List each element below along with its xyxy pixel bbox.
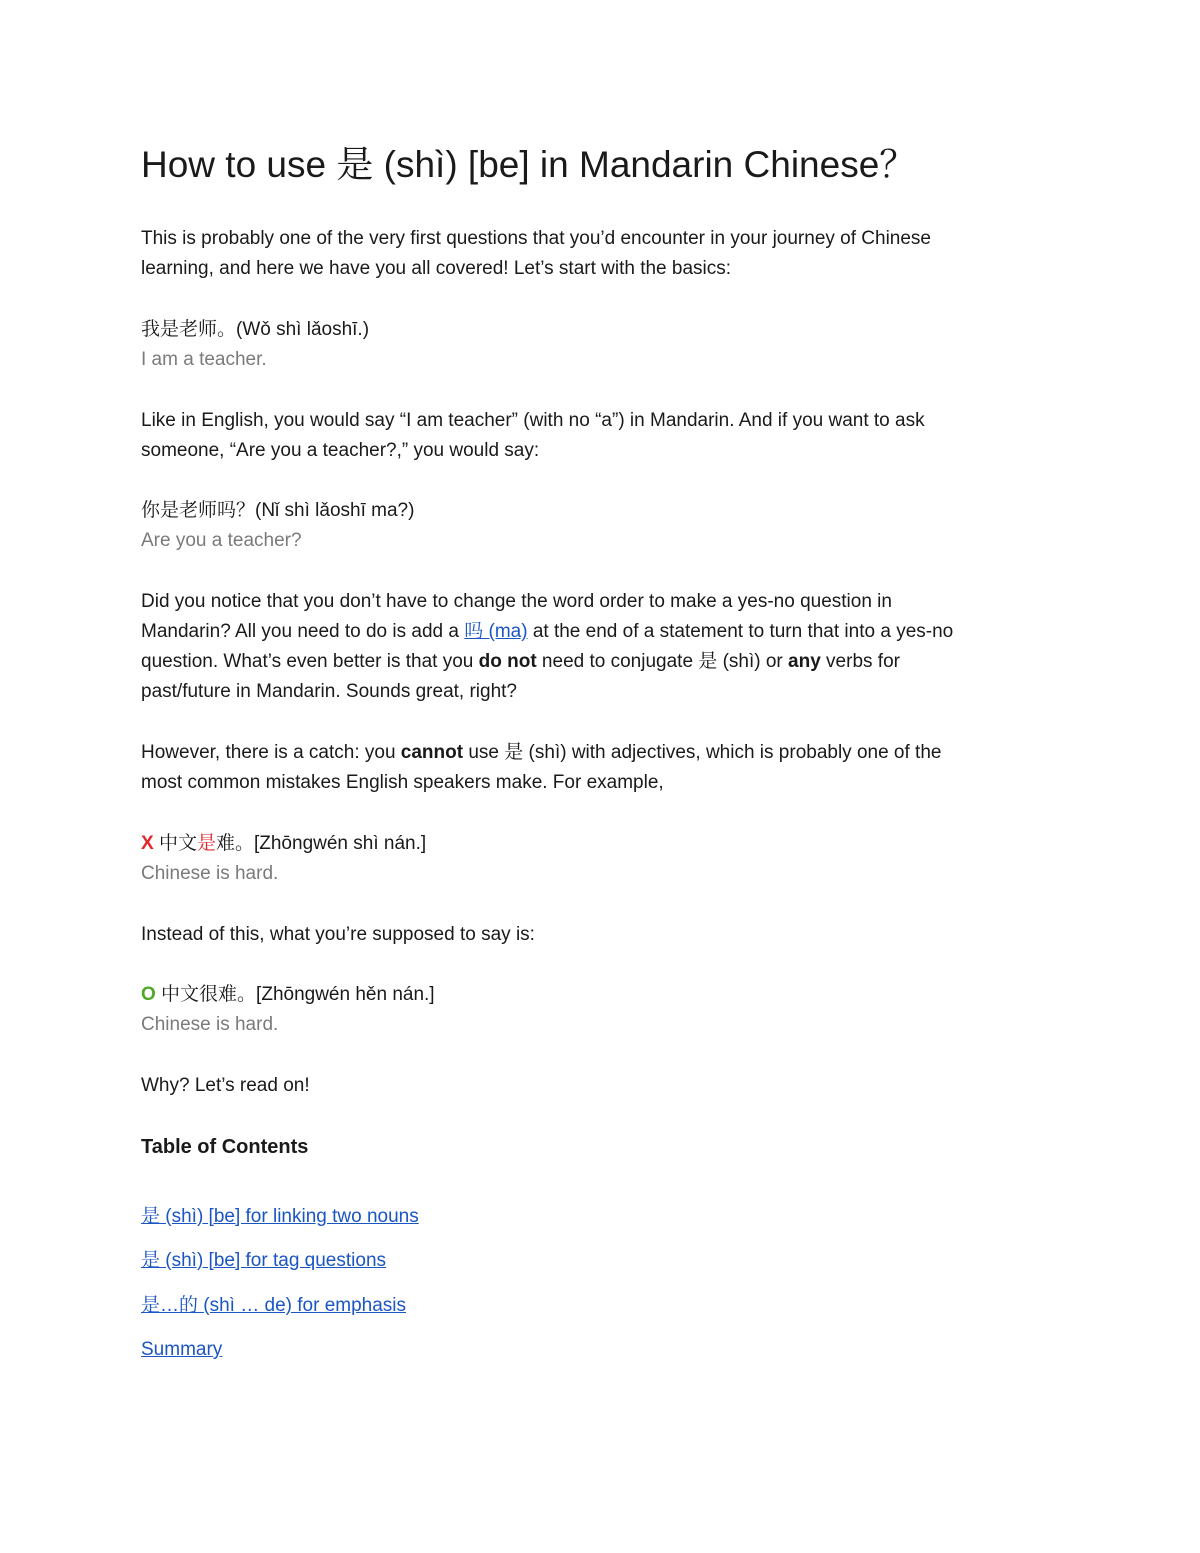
- paragraph-2-line-1: Like in English, you would say “I am teacher” (with no “a”) in Mandarin. And if you want to ask: [141, 410, 925, 431]
- example-1-chinese: 我是老师。(Wǒ shì lǎoshī.): [141, 319, 370, 340]
- correct-mark: O: [141, 984, 156, 1005]
- intro-line-2: learning, and here we have you all covered! Let’s start with the basics:: [141, 258, 732, 279]
- paragraph-4: [141, 738, 1061, 798]
- example-1-english: I am a teacher.: [141, 349, 267, 370]
- right-example-english: Chinese is hard.: [141, 1014, 279, 1035]
- wrong-example-pre: 中文: [153, 833, 197, 854]
- toc-link-summary[interactable]: Summary: [141, 1339, 223, 1360]
- paragraph-4-line-1-pre: However, there is a catch: you: [141, 742, 401, 763]
- ma-link[interactable]: 吗 (ma): [464, 621, 528, 642]
- intro-paragraph: [141, 224, 1061, 284]
- example-2: [141, 496, 1061, 556]
- emphasis-any: any: [788, 651, 821, 672]
- intro-line-1: This is probably one of the very first questions that you’d encounter in your journey of Chinese: [141, 228, 931, 249]
- right-example: [141, 980, 1061, 1040]
- paragraph-6: Why? Let’s read on!: [141, 1075, 310, 1096]
- wrong-mark: X: [141, 833, 154, 854]
- paragraph-3-line-2-pre: Mandarin? All you need to do is add a: [141, 621, 465, 642]
- paragraph-3-line-3: [141, 647, 1061, 677]
- paragraph-4-line-1: [141, 738, 1061, 768]
- paragraph-3-line-3-mid: need to conjugate 是 (shì) or: [536, 651, 789, 672]
- wrong-example-post: 难。[Zhōngwén shì nán.]: [215, 833, 427, 854]
- paragraph-3-line-3-pre: question. What’s even better is that you: [141, 651, 479, 672]
- toc-link-tag-questions[interactable]: 是 (shì) [be] for tag questions: [141, 1250, 387, 1271]
- example-2-chinese: 你是老师吗？(Nǐ shì lǎoshī ma?): [141, 500, 415, 521]
- paragraph-2: [141, 406, 1061, 466]
- wrong-example: [141, 829, 1061, 889]
- toc-link-emphasis[interactable]: 是…的 (shì … de) for emphasis: [141, 1295, 407, 1316]
- right-example-text: 中文很难。[Zhōngwén hěn nán.]: [155, 984, 435, 1005]
- example-2-english: Are you a teacher?: [141, 530, 302, 551]
- emphasis-cannot: cannot: [400, 742, 464, 763]
- paragraph-3-line-2: [141, 617, 1061, 647]
- wrong-example-english: Chinese is hard.: [141, 863, 279, 884]
- paragraph-4-line-1-post: use 是 (shì) with adjectives, which is probably one of the: [463, 742, 942, 763]
- example-1: [141, 315, 1061, 375]
- right-example-chinese: [141, 980, 1061, 1010]
- paragraph-3-line-3-post: verbs for: [820, 651, 900, 672]
- page-title: How to use 是 (shì) [be] in Mandarin Chinese？: [141, 144, 917, 185]
- paragraph-3-line-4: past/future in Mandarin. Sounds great, right?: [141, 681, 518, 702]
- paragraph-3-line-1: Did you notice that you don’t have to change the word order to make a yes-no question in: [141, 591, 892, 612]
- toc-link-linking-nouns[interactable]: 是 (shì) [be] for linking two nouns: [141, 1206, 419, 1227]
- paragraph-3-line-2-post: at the end of a statement to turn that into a yes-no: [527, 621, 954, 642]
- paragraph-4-line-2: most common mistakes English speakers make. For example,: [141, 772, 664, 793]
- paragraph-5: Instead of this, what you’re supposed to say is:: [141, 924, 535, 945]
- paragraph-3: [141, 587, 1061, 707]
- emphasis-do-not: do not: [478, 651, 537, 672]
- wrong-example-highlight: 是: [196, 833, 216, 854]
- toc-heading: Table of Contents: [141, 1136, 309, 1158]
- paragraph-2-line-2: someone, “Are you a teacher?,” you would say:: [141, 440, 540, 461]
- wrong-example-chinese: [141, 829, 1061, 859]
